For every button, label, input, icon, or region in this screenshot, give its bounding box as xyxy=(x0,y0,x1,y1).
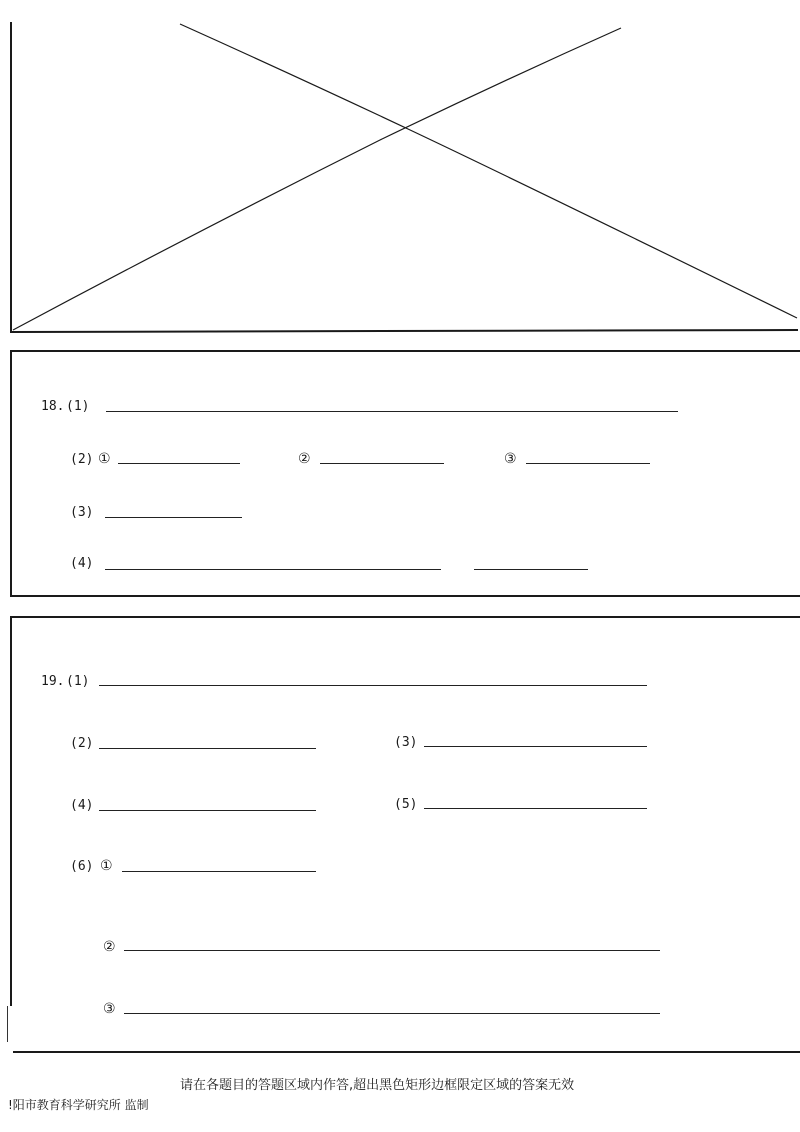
left-edge-mark xyxy=(7,1006,8,1042)
q19-bottom-border xyxy=(13,1051,800,1053)
q19-part1-label: (1) xyxy=(66,674,90,689)
q19-part6-circle2: ② xyxy=(103,939,116,955)
q18-part2-blank3[interactable] xyxy=(526,463,650,464)
q19-part6-circle1: ① xyxy=(100,858,113,874)
q19-part6-label: (6) xyxy=(70,859,94,874)
q18-part4-label: (4) xyxy=(70,556,94,571)
q19-part4-blank[interactable] xyxy=(99,810,316,811)
q19-part6-blank3[interactable] xyxy=(124,1013,660,1014)
q18-part1-blank[interactable] xyxy=(106,411,678,412)
void-cross-lines xyxy=(0,0,800,340)
q18-part3-label: (3) xyxy=(70,505,94,520)
footer-org: !阳市教育科学研究所 监制 xyxy=(8,1098,149,1112)
q18-part1-label: (1) xyxy=(66,399,90,414)
q18-part2-blank1[interactable] xyxy=(118,463,240,464)
void-bottom-border xyxy=(11,330,798,332)
q18-part2-circle1: ① xyxy=(98,451,111,467)
void-answer-region xyxy=(0,0,800,340)
q19-part3-blank[interactable] xyxy=(424,746,647,747)
q19-part5-label: (5) xyxy=(394,797,418,812)
q18-answer-box xyxy=(10,350,800,597)
q19-number: 19. xyxy=(41,674,65,689)
q19-part1-blank[interactable] xyxy=(99,685,647,686)
q18-part4-blank2[interactable] xyxy=(474,569,588,570)
q19-part2-blank[interactable] xyxy=(99,748,316,749)
void-diagonal-down xyxy=(180,24,797,318)
q19-part6-blank1[interactable] xyxy=(122,871,316,872)
q18-part4-blank1[interactable] xyxy=(105,569,441,570)
q19-part2-label: (2) xyxy=(70,736,94,751)
q18-part2-blank2[interactable] xyxy=(320,463,444,464)
q18-number: 18. xyxy=(41,399,65,414)
void-diagonal-up xyxy=(13,28,621,330)
q19-part6-circle3: ③ xyxy=(103,1001,116,1017)
q19-part4-label: (4) xyxy=(70,798,94,813)
q19-part6-blank2[interactable] xyxy=(124,950,660,951)
q18-part2-circle2: ② xyxy=(298,451,311,467)
q19-part3-label: (3) xyxy=(394,735,418,750)
q18-part3-blank[interactable] xyxy=(105,517,242,518)
q18-part2-label: (2) xyxy=(70,452,94,467)
q18-part2-circle3: ③ xyxy=(504,451,517,467)
footer-notice: 请在各题目的答题区域内作答,超出黑色矩形边框限定区域的答案无效 xyxy=(180,1078,575,1093)
q19-part5-blank[interactable] xyxy=(424,808,647,809)
